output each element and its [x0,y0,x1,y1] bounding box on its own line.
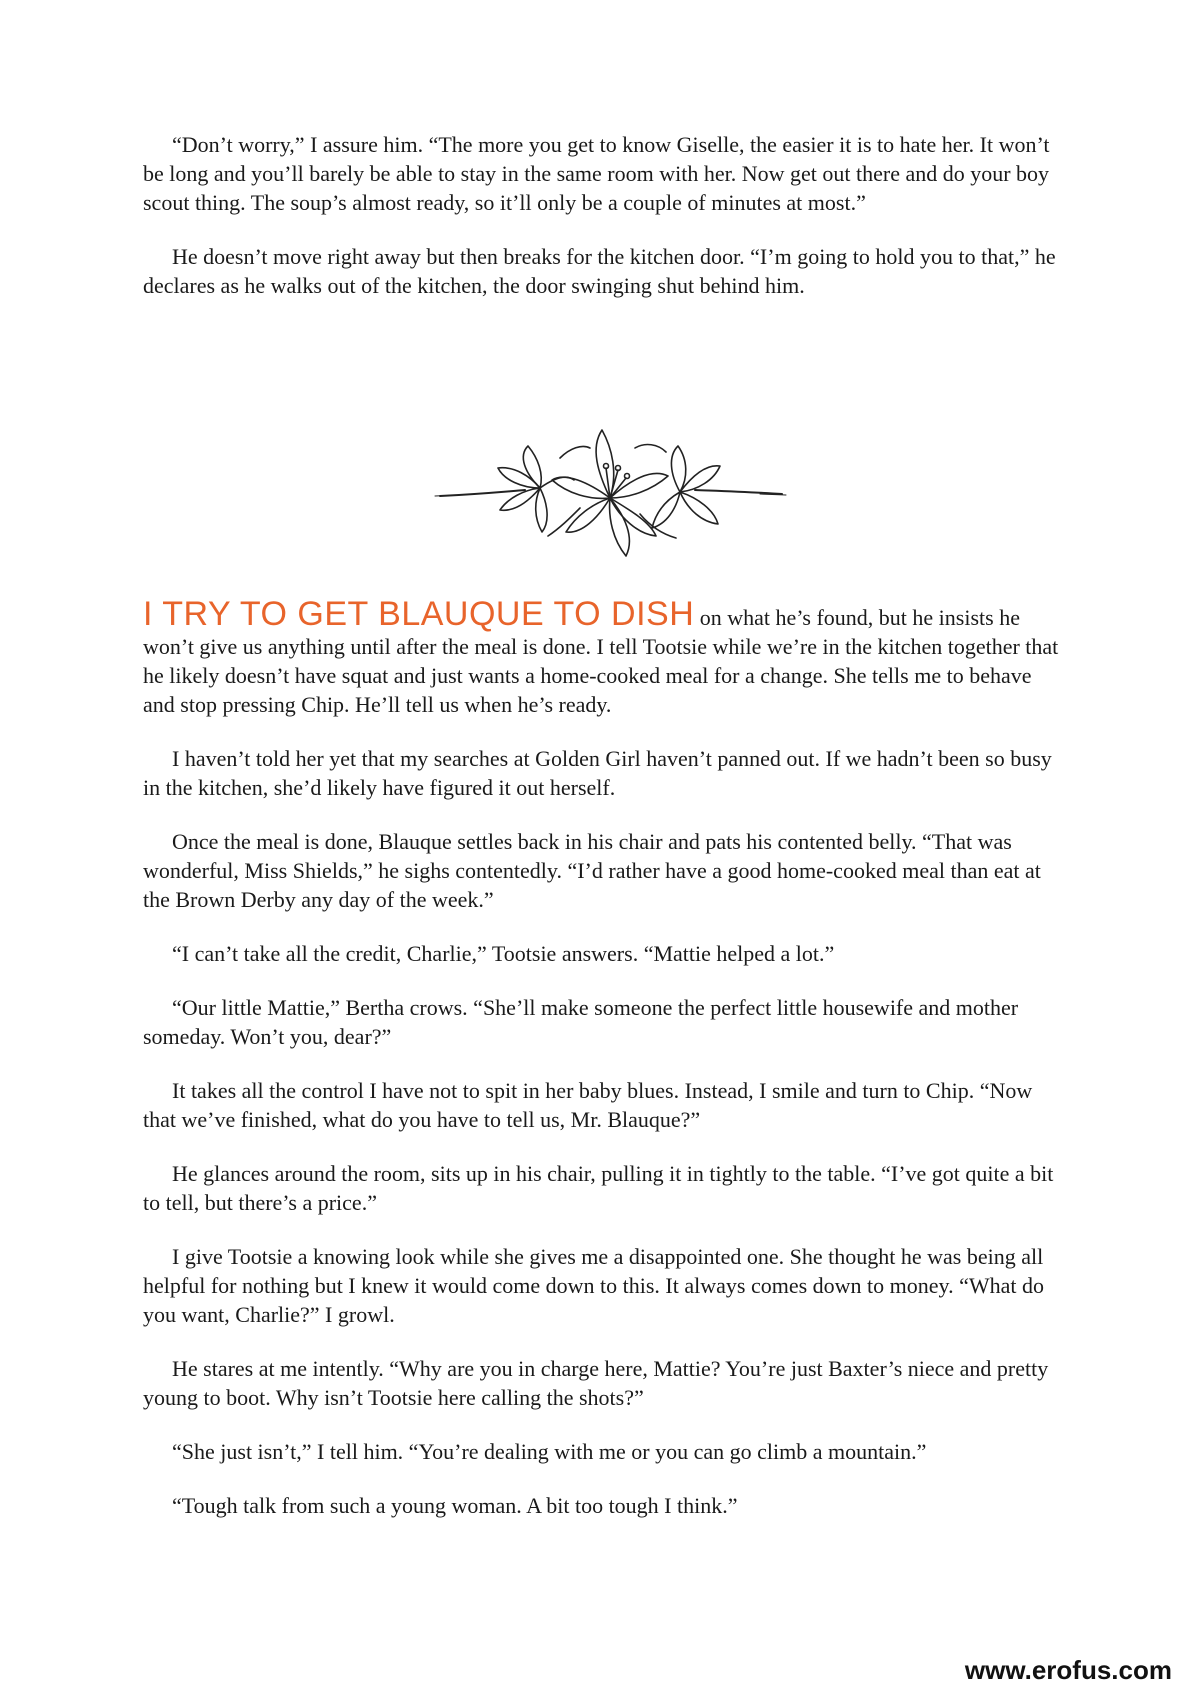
chapter-lead-text: on what he’s found, but he insists he won’t give us anything until after the meal is done. I tell Tootsie while we’re in the kitchen together that he likely doesn’t have squat and just wants a home-cooked meal for a change. She tells me to behave and stop pressing Chip. He’ll tell us when he’s ready. [143,605,1059,717]
chapter-opening-paragraph [143,595,1063,719]
paragraph: He doesn’t move right away but then breaks for the kitchen door. “I’m going to hold you to that,” he declares as he walks out of the kitchen, the door swinging shut behind him. [143,244,1056,298]
watermark: www.erofus.com [957,1653,1180,1688]
bottom-text-block [143,595,1063,1545]
paragraph: I give Tootsie a knowing look while she gives me a disappointed one. She thought he was being all helpful for nothing but I knew it would come down to this. It always comes down to money. “What do you want, Charlie?” I growl. [143,1244,1045,1327]
chapter-lead-caps: I TRY TO GET BLAUQUE TO DISH [143,595,695,633]
paragraph: “She just isn’t,” I tell him. “You’re dealing with me or you can go climb a mountain.” [172,1439,927,1464]
paragraph: He stares at me intently. “Why are you in charge here, Mattie? You’re just Baxter’s niece and pretty young to boot. Why isn’t Tootsie here calling the shots?” [143,1356,1049,1410]
paragraph: “Don’t worry,” I assure him. “The more you get to know Giselle, the easier it is to hate her. It won’t be long and you’ll barely be able to stay in the same room with her. Now get out there and do your boy scout thing. The soup’s almost ready, so it’ll only be a couple of minutes at most.” [143,132,1050,215]
lily-flower-divider-icon [430,418,790,568]
paragraph: He glances around the room, sits up in his chair, pulling it in tightly to the table. “I’ve got quite a bit to tell, but there’s a price.” [143,1161,1054,1215]
paragraph: It takes all the control I have not to spit in her baby blues. Instead, I smile and turn to Chip. “Now that we’ve finished, what do you have to tell us, Mr. Blauque?” [143,1078,1033,1132]
paragraph: Once the meal is done, Blauque settles back in his chair and pats his contented belly. “That was wonderful, Miss Shields,” he sighs contentedly. “I’d rather have a good home-cooked meal than eat at the Brown Derby any day of the week.” [143,829,1041,912]
paragraph: “I can’t take all the credit, Charlie,” Tootsie answers. “Mattie helped a lot.” [172,941,835,966]
top-text-block [143,130,1063,325]
paragraph: “Tough talk from such a young woman. A bit too tough I think.” [172,1493,738,1518]
paragraph: “Our little Mattie,” Bertha crows. “She’ll make someone the perfect little housewife and mother someday. Won’t you, dear?” [143,995,1019,1049]
paragraph: I haven’t told her yet that my searches at Golden Girl haven’t panned out. If we hadn’t been so busy in the kitchen, she’d likely have figured it out herself. [143,746,1052,800]
